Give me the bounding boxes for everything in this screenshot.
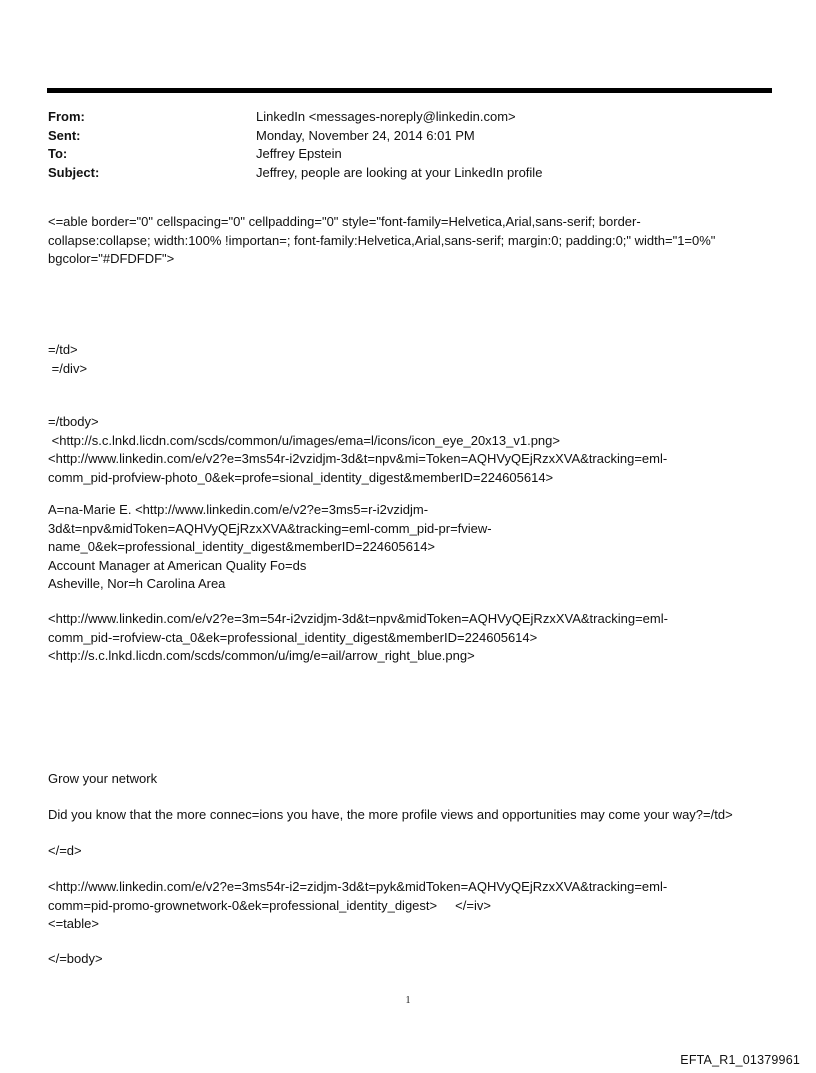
header-row-to: [48, 145, 768, 164]
sent-label: Sent:: [48, 127, 81, 143]
header-row-from: [48, 108, 768, 127]
grow-network-text: Did you know that the more connec=ions you have, the more profile views and opportunities may come your way?=/td>: [48, 807, 733, 822]
viewer-profile: A=na-Marie E. <http://www.linkedin.com/e/v2?e=3ms5=r-i2vzidjm- 3d&t=npv&midToken=AQHVyQEjRzxXVA&tracking=eml-comm_pid-pr=fview- name_0&ek=professional_identity_digest&memberID=224605614> Account Manager at American Quality Fo=ds Asheville, Nor=h Carolina Area: [48, 502, 492, 591]
closing-tags: =/td> =/div>: [48, 342, 88, 376]
email-header: [48, 108, 768, 182]
table-open-markup: <=able border="0" cellspacing="0" cellpadding="0" style="font-family=Helvetica,Arial,sans-serif; border- collapse:collapse; width:100% !importan=; font-family:Helvetica,Arial,sans-serif; margin:0; padding:0;" width="1=0%" bgcolor="#DFDFDF">: [48, 214, 716, 266]
grow-network-heading: Grow your network: [48, 771, 158, 786]
to-value: Jeffrey Epstein: [256, 146, 342, 161]
from-label: From:: [48, 109, 85, 124]
to-label: To:: [48, 146, 68, 161]
td-close-tag: </=d>: [48, 843, 82, 858]
body-close-tag: </=body>: [48, 951, 103, 966]
sent-value: Monday, November 24, 2014 6:01 PM: [256, 127, 475, 143]
from-value: LinkedIn <messages-noreply@linkedin.com>: [256, 109, 516, 124]
header-divider: [47, 88, 772, 93]
document-id: EFTA_R1_01379961: [680, 1053, 800, 1067]
header-row-sent: [48, 127, 768, 146]
cta-links: <http://www.linkedin.com/e/v2?e=3m=54r-i2vzidjm-3d&t=npv&midToken=AQHVyQEjRzxXVA&tracking=eml- comm_pid-=rofview-cta_0&ek=professional_identity_digest&memberID=224605614> <http://s.c.lnkd.licdn.com/scds/common/u/img/e=ail/arrow_right_blue.png>: [48, 611, 668, 663]
header-row-subject: [48, 164, 768, 183]
page-number: 1: [405, 995, 411, 1006]
subject-label: Subject:: [48, 164, 100, 180]
subject-value: Jeffrey, people are looking at your LinkedIn profile: [256, 164, 543, 180]
profile-view-links: =/tbody> <http://s.c.lnkd.licdn.com/scds/common/u/images/ema=l/icons/icon_eye_20x13_v1.png> <http://www.linkedin.com/e/v2?e=3ms54r-i2vzidjm-3d&t=npv&mi=Token=AQHVyQEjRzxXVA&tracking=eml- comm_pid-profview-photo_0&ek=profe=sional_identity_digest&memberID=224605614>: [48, 414, 668, 485]
promo-link: <http://www.linkedin.com/e/v2?e=3ms54r-i2=zidjm-3d&t=pyk&midToken=AQHVyQEjRzxXVA&tracking=eml- comm=pid-promo-grownetwork-0&ek=professional_identity_digest> </=iv> <=table>: [48, 879, 668, 931]
